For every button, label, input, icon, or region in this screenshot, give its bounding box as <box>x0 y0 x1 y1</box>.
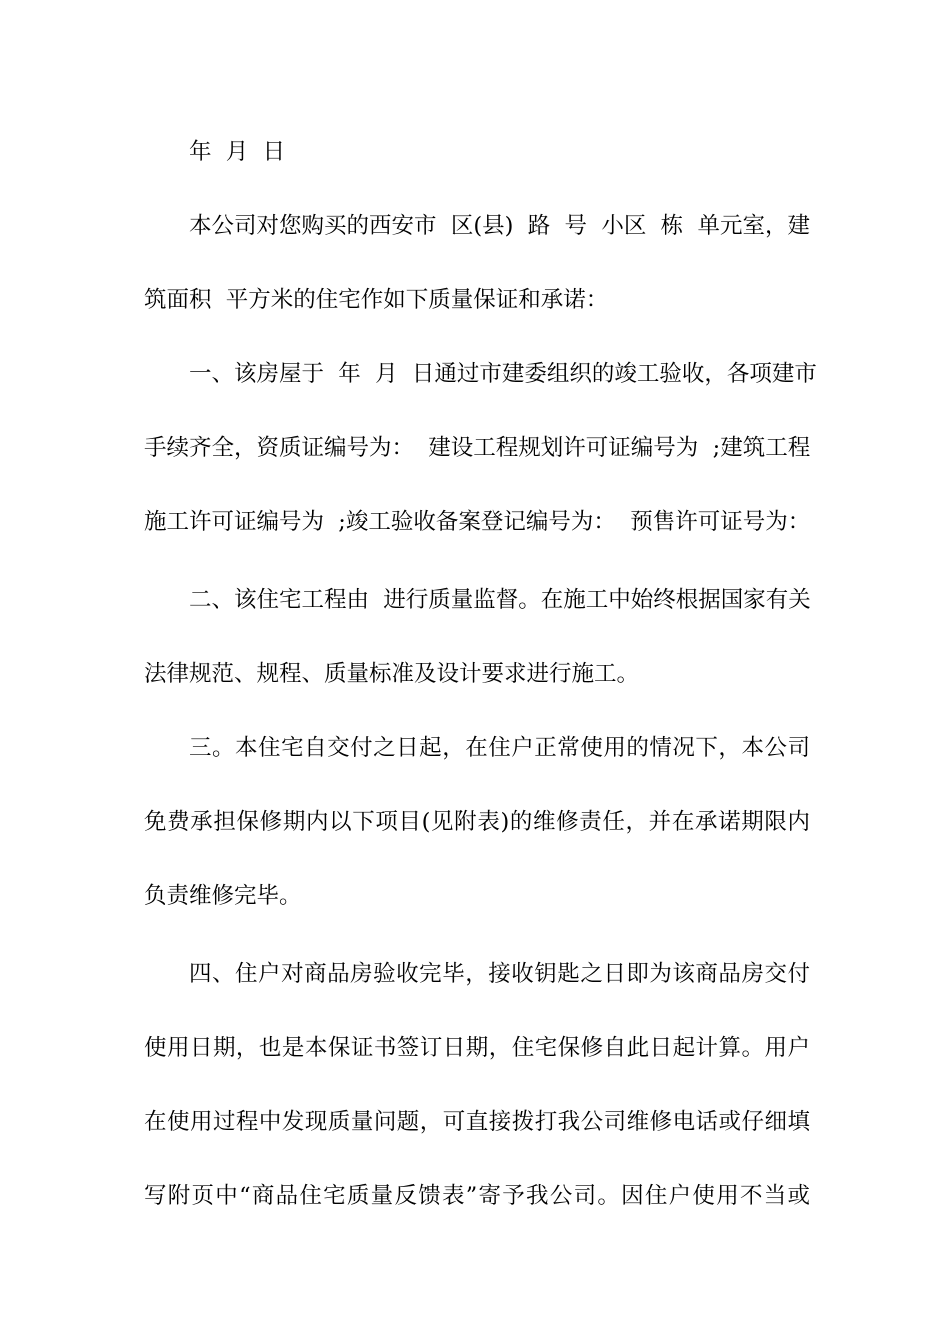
paragraph-line: 一、该房屋于 年 月 日通过市建委组织的竣工验收，各项建市 <box>189 361 817 387</box>
paragraph-line: 使用日期，也是本保证书签订日期，住宅保修自此日起计算。用户 <box>144 1035 810 1061</box>
paragraph-line: 四、住户对商品房验收完毕，接收钥匙之日即为该商品房交付 <box>189 961 810 987</box>
paragraph-line: 本公司对您购买的西安市 区(县) 路 号 小区 栋 单元室，建 <box>189 213 810 239</box>
paragraph-line: 写附页中“商品住宅质量反馈表”寄予我公司。因住户使用不当或 <box>144 1183 810 1209</box>
paragraph-line: 施工许可证编号为 ;竣工验收备案登记编号为： 预售许可证号为： <box>144 509 811 535</box>
paragraph-line: 手续齐全，资质证编号为： 建设工程规划许可证编号为 ;建筑工程 <box>144 435 811 461</box>
paragraph-line: 三。本住宅自交付之日起，在住户正常使用的情况下，本公司 <box>189 735 810 761</box>
paragraph-line: 法律规范、规程、质量标准及设计要求进行施工。 <box>144 661 640 687</box>
paragraph-line: 负责维修完毕。 <box>144 883 302 909</box>
paragraph-line: 筑面积 平方米的住宅作如下质量保证和承诺： <box>144 287 609 313</box>
date-line: 年 月 日 <box>189 139 286 165</box>
paragraph-line: 二、该住宅工程由 进行质量监督。在施工中始终根据国家有关 <box>189 587 811 613</box>
paragraph-line: 在使用过程中发现质量问题，可直接拨打我公司维修电话或仔细填 <box>144 1109 810 1135</box>
paragraph-line: 免费承担保修期内以下项目(见附表)的维修责任，并在承诺期限内 <box>144 809 810 835</box>
